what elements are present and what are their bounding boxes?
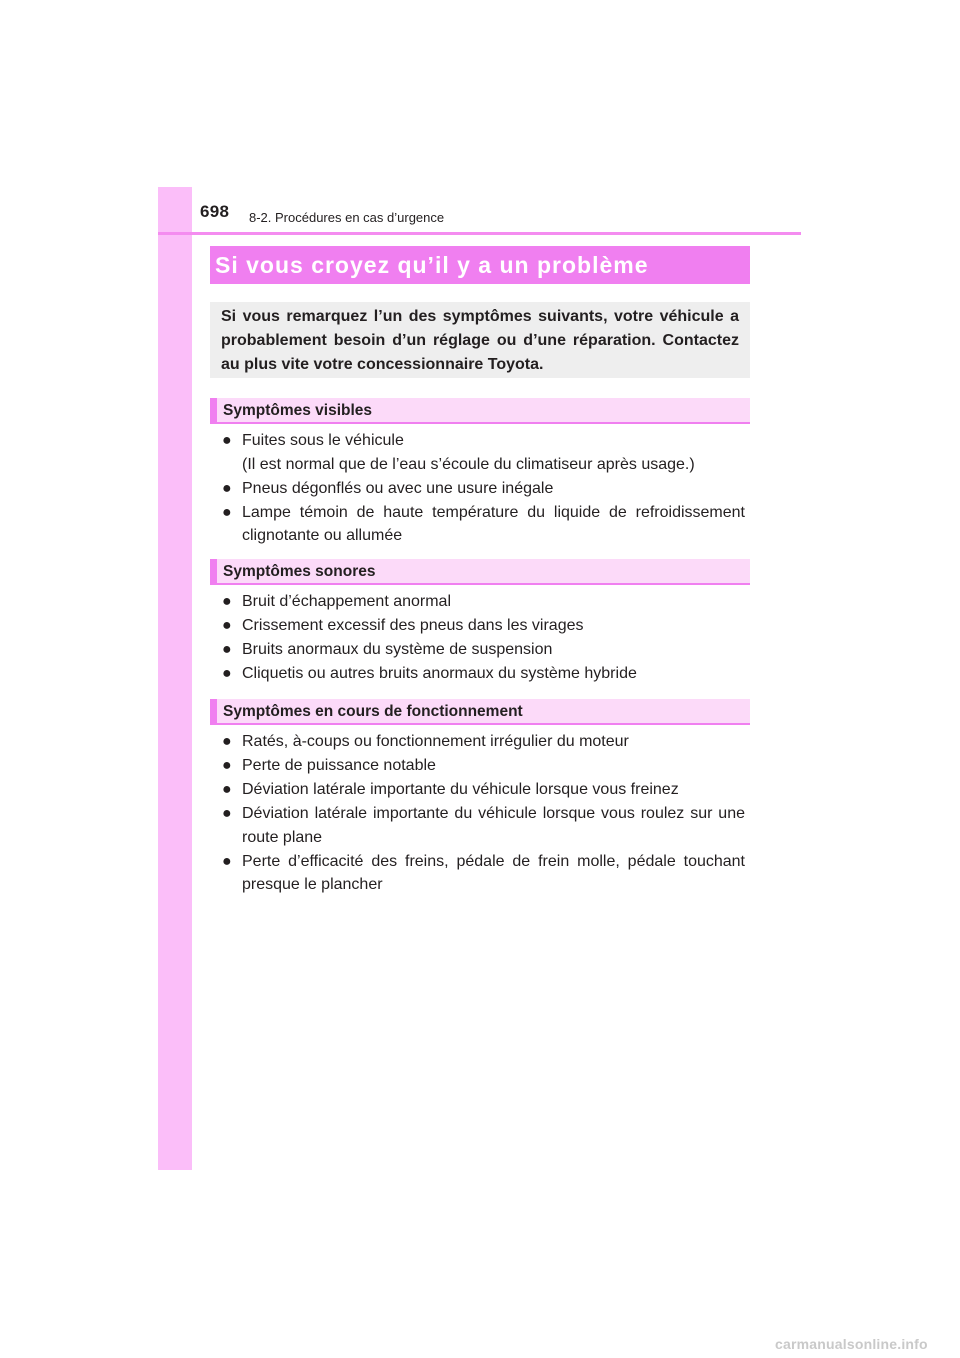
bullet-icon: ● — [222, 640, 232, 658]
operating-symptoms-list — [222, 730, 745, 897]
list-item — [222, 850, 745, 897]
list-item — [222, 778, 745, 802]
list-item-text: Perte d’efficacité des freins, pédale de frein molle, pédale touchant presque le plancher — [242, 852, 745, 894]
subheading-label: Symptômes visibles — [223, 402, 373, 419]
list-item-text: Déviation latérale importante du véhicule lorsque vous roulez sur une route plane — [242, 804, 745, 846]
list-item — [222, 429, 745, 476]
visible-symptoms-list — [222, 429, 745, 548]
list-item — [222, 590, 745, 614]
bullet-icon: ● — [222, 804, 232, 822]
section-breadcrumb: 8-2. Procédures en cas d’urgence — [249, 210, 445, 225]
sound-symptoms-list — [222, 590, 745, 686]
bullet-icon: ● — [222, 852, 232, 870]
bullet-icon: ● — [222, 503, 232, 521]
list-item-text: Pneus dégonflés ou avec une usure inégale — [242, 479, 554, 497]
subheading-label: Symptômes sonores — [223, 563, 376, 580]
list-item — [222, 477, 745, 501]
page-number: 698 — [200, 202, 230, 221]
side-tab-strip — [158, 187, 192, 1170]
bullet-icon: ● — [222, 664, 232, 682]
list-item-text: Cliquetis ou autres bruits anormaux du système hybride — [242, 664, 637, 682]
intro-box — [210, 302, 750, 378]
bullet-icon: ● — [222, 432, 232, 449]
list-item — [222, 662, 745, 686]
subheading-operating-symptoms — [210, 699, 750, 725]
intro-text: Si vous remarquez l’un des symptômes suivants, votre véhicule a probablement besoin d’un réglage ou d’une réparation. Contactez au plus vite votre concessionnaire Toyota. — [221, 308, 739, 373]
subheading-accent — [210, 559, 217, 583]
subheading-accent — [210, 699, 217, 723]
bullet-icon: ● — [222, 593, 232, 610]
list-item-note: (Il est normal que de l’eau s’écoule du climatiseur après usage.) — [242, 455, 695, 473]
watermark: carmanualsonline.info — [775, 1336, 928, 1352]
list-item-text: Perte de puissance notable — [242, 756, 436, 774]
subheading-label: Symptômes en cours de fonctionnement — [223, 703, 523, 720]
list-item-text: Déviation latérale importante du véhicule lorsque vous freinez — [242, 780, 679, 798]
subheading-visible-symptoms — [210, 398, 750, 424]
page-title-bar — [210, 246, 750, 284]
list-item — [222, 730, 745, 754]
list-item-text: Bruits anormaux du système de suspension — [242, 640, 553, 658]
bullet-icon: ● — [222, 756, 232, 774]
list-item-text: Crissement excessif des pneus dans les virages — [242, 616, 584, 634]
subheading-sound-symptoms — [210, 559, 750, 585]
list-item-text: Fuites sous le véhicule — [242, 432, 404, 449]
header-divider — [158, 232, 801, 235]
bullet-icon: ● — [222, 479, 232, 497]
list-item-text: Bruit d’échappement anormal — [242, 593, 452, 610]
list-item-text: Lampe témoin de haute température du liquide de refroidissement clignotante ou allumée — [242, 503, 745, 545]
subheading-accent — [210, 398, 217, 422]
list-item — [222, 754, 745, 778]
bullet-icon: ● — [222, 780, 232, 798]
list-item — [222, 501, 745, 548]
bullet-icon: ● — [222, 616, 232, 634]
list-item-text: Ratés, à-coups ou fonctionnement irrégulier du moteur — [242, 733, 629, 750]
list-item — [222, 638, 745, 662]
list-item — [222, 614, 745, 638]
list-item — [222, 802, 745, 849]
bullet-icon: ● — [222, 733, 232, 750]
page-title: Si vous croyez qu’il y a un problème — [215, 252, 649, 278]
